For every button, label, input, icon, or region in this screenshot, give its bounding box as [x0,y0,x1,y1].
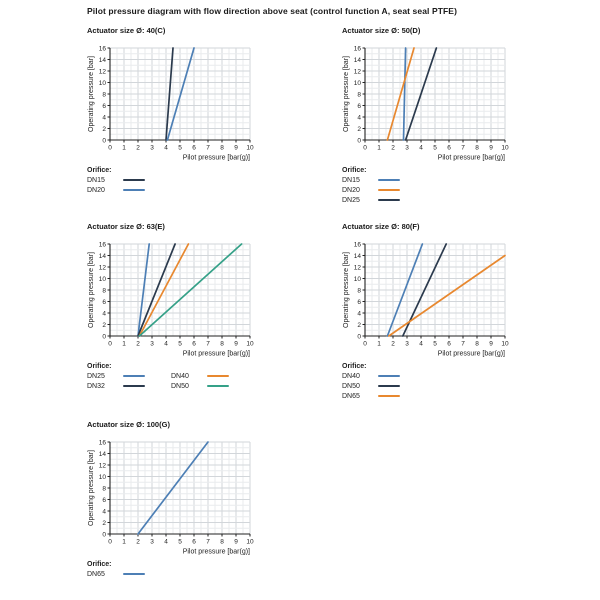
tick-labels [99,45,254,151]
legend [87,167,310,195]
svg-text:5: 5 [178,340,182,348]
legend-label: DN20 [87,186,105,194]
svg-text:2: 2 [357,125,361,133]
svg-text:2: 2 [136,538,140,546]
svg-text:7: 7 [206,144,210,152]
svg-text:8: 8 [220,144,224,152]
grid [365,48,505,140]
legend-title: Orifice: [87,561,112,568]
grid [365,244,505,336]
svg-text:14: 14 [353,56,361,64]
svg-text:9: 9 [489,340,493,348]
legend-item-DN15 [87,175,145,185]
chart-subtitle: Actuator size Ø: 40(C) [87,26,166,35]
legend-label: DN20 [342,186,360,194]
svg-text:12: 12 [353,68,361,76]
legend-item-DN50 [342,381,400,391]
svg-text:8: 8 [102,485,106,493]
series-line-DN15 [404,48,406,140]
legend-swatch [123,189,145,191]
svg-text:5: 5 [178,538,182,546]
svg-text:16: 16 [98,45,106,53]
svg-text:10: 10 [98,275,106,283]
legend-item-DN25 [342,195,400,205]
page-title: Pilot pressure diagram with flow direction above seat (control function A, seat seal PTFE) [87,6,458,16]
svg-text:3: 3 [150,340,154,348]
svg-text:4: 4 [357,310,361,318]
svg-text:10: 10 [246,144,254,152]
plot-area [340,234,565,358]
legend-item-DN20 [342,185,400,195]
legend-items [87,175,310,195]
chart-actuator-100g [85,420,310,579]
legend-label: DN40 [171,372,189,380]
svg-text:0: 0 [108,538,112,546]
svg-text:9: 9 [234,538,238,546]
svg-text:4: 4 [102,114,106,122]
svg-text:3: 3 [150,144,154,152]
svg-text:2: 2 [357,321,361,329]
chart-subtitle: Actuator size Ø: 100(G) [87,420,170,429]
svg-text:10: 10 [501,340,509,348]
legend-item-DN40 [342,371,400,381]
legend-title: Orifice: [342,167,367,174]
svg-text:6: 6 [192,538,196,546]
plot-svg [340,234,532,358]
svg-text:16: 16 [98,241,106,249]
svg-text:0: 0 [102,531,106,539]
svg-text:1: 1 [122,144,126,152]
svg-text:10: 10 [98,79,106,87]
svg-text:0: 0 [357,333,361,341]
svg-text:4: 4 [164,144,168,152]
svg-text:6: 6 [102,102,106,110]
svg-text:14: 14 [98,252,106,260]
svg-text:10: 10 [98,473,106,481]
svg-text:8: 8 [357,91,361,99]
svg-text:9: 9 [234,340,238,348]
svg-text:1: 1 [122,538,126,546]
legend-label: DN25 [342,196,360,204]
legend-swatch [378,199,400,201]
grid [110,244,250,336]
svg-text:2: 2 [102,519,106,527]
svg-text:6: 6 [192,144,196,152]
svg-text:2: 2 [136,144,140,152]
svg-text:0: 0 [102,333,106,341]
svg-text:8: 8 [220,340,224,348]
legend-label: DN65 [87,570,105,578]
svg-text:4: 4 [419,144,423,152]
svg-text:2: 2 [136,340,140,348]
svg-text:6: 6 [447,144,451,152]
svg-text:4: 4 [357,114,361,122]
svg-text:7: 7 [206,538,210,546]
svg-text:8: 8 [475,144,479,152]
legend-label: DN32 [87,382,105,390]
svg-text:10: 10 [501,144,509,152]
svg-text:0: 0 [108,144,112,152]
svg-text:6: 6 [102,298,106,306]
svg-text:12: 12 [98,264,106,272]
legend-item-DN15 [342,175,400,185]
legend-swatch [207,375,229,377]
svg-text:12: 12 [98,68,106,76]
plot-svg [340,38,532,162]
svg-text:5: 5 [178,144,182,152]
svg-text:0: 0 [363,340,367,348]
y-axis-title: Operating pressure [bar] [88,450,95,526]
legend-item-DN50 [171,381,229,391]
legend-column [171,371,229,391]
legend-item-DN32 [87,381,145,391]
chart-subtitle: Actuator size Ø: 50(D) [342,26,421,35]
svg-text:5: 5 [433,340,437,348]
svg-text:7: 7 [461,144,465,152]
legend [87,363,310,391]
chart-actuator-80f [340,222,565,401]
y-axis-title: Operating pressure [bar] [88,252,95,328]
svg-text:2: 2 [102,321,106,329]
svg-text:6: 6 [447,340,451,348]
legend-item-DN25 [87,371,145,381]
svg-text:10: 10 [353,79,361,87]
legend-column [342,371,400,401]
svg-text:0: 0 [102,137,106,145]
svg-text:16: 16 [353,241,361,249]
legend-swatch [207,385,229,387]
svg-text:8: 8 [357,287,361,295]
svg-text:3: 3 [150,538,154,546]
svg-text:6: 6 [192,340,196,348]
legend-item-DN20 [87,185,145,195]
svg-text:0: 0 [108,340,112,348]
svg-text:1: 1 [377,144,381,152]
chart-actuator-63e [85,222,310,391]
tick-labels [99,439,254,545]
legend-swatch [123,573,145,575]
chart-actuator-50d [340,26,565,205]
legend-swatch [378,395,400,397]
svg-text:8: 8 [102,91,106,99]
legend-item-DN65 [87,569,145,579]
plot-area [85,432,310,556]
svg-text:8: 8 [220,538,224,546]
svg-text:2: 2 [391,144,395,152]
y-axis-title: Operating pressure [bar] [343,56,350,132]
x-axis-title: Pilot pressure [bar(g)] [437,154,505,162]
svg-text:14: 14 [353,252,361,260]
legend-item-DN65 [342,391,400,401]
grid [110,442,250,534]
svg-text:10: 10 [246,538,254,546]
legend-items [342,175,565,205]
legend-swatch [378,375,400,377]
svg-text:10: 10 [246,340,254,348]
svg-text:10: 10 [353,275,361,283]
svg-text:8: 8 [475,340,479,348]
legend-swatch [378,385,400,387]
legend-items [342,371,565,401]
x-axis-title: Pilot pressure [bar(g)] [182,350,250,358]
svg-text:9: 9 [489,144,493,152]
svg-text:3: 3 [405,340,409,348]
svg-text:4: 4 [419,340,423,348]
svg-text:6: 6 [102,496,106,504]
x-axis-title: Pilot pressure [bar(g)] [437,350,505,358]
svg-text:1: 1 [377,340,381,348]
chart-subtitle: Actuator size Ø: 63(E) [87,222,165,231]
svg-text:8: 8 [102,287,106,295]
legend-swatch [123,375,145,377]
svg-text:7: 7 [206,340,210,348]
svg-text:5: 5 [433,144,437,152]
svg-text:2: 2 [391,340,395,348]
legend-items [87,569,310,579]
plot-area [340,38,565,162]
svg-text:16: 16 [353,45,361,53]
legend-label: DN50 [171,382,189,390]
svg-text:0: 0 [363,144,367,152]
legend-title: Orifice: [87,167,112,174]
svg-text:0: 0 [357,137,361,145]
svg-text:4: 4 [164,340,168,348]
legend [342,363,565,401]
legend-item-DN40 [171,371,229,381]
legend-label: DN15 [342,176,360,184]
svg-text:12: 12 [98,462,106,470]
legend-column [87,371,145,391]
svg-text:4: 4 [102,310,106,318]
legend-label: DN40 [342,372,360,380]
legend-swatch [378,189,400,191]
legend-swatch [123,179,145,181]
legend-swatch [378,179,400,181]
plot-area [85,38,310,162]
legend-title: Orifice: [87,363,112,370]
y-axis-title: Operating pressure [bar] [343,252,350,328]
legend-column [87,569,145,579]
svg-text:4: 4 [164,538,168,546]
svg-text:3: 3 [405,144,409,152]
legend-items [87,371,310,391]
tick-labels [99,241,254,347]
chart-subtitle: Actuator size Ø: 80(F) [342,222,420,231]
legend-column [87,175,145,195]
svg-text:6: 6 [357,102,361,110]
x-axis-title: Pilot pressure [bar(g)] [182,154,250,162]
svg-text:16: 16 [98,439,106,447]
legend [342,167,565,205]
svg-text:4: 4 [102,508,106,516]
svg-text:6: 6 [357,298,361,306]
x-axis-title: Pilot pressure [bar(g)] [182,548,250,556]
plot-area [85,234,310,358]
plot-svg [85,432,277,556]
legend-label: DN25 [87,372,105,380]
y-axis-title: Operating pressure [bar] [88,56,95,132]
legend-label: DN65 [342,392,360,400]
svg-text:9: 9 [234,144,238,152]
svg-text:12: 12 [353,264,361,272]
chart-actuator-40c [85,26,310,195]
legend-title: Orifice: [342,363,367,370]
svg-text:14: 14 [98,450,106,458]
svg-text:14: 14 [98,56,106,64]
legend-label: DN15 [87,176,105,184]
legend-label: DN50 [342,382,360,390]
tick-labels [354,241,509,347]
svg-text:1: 1 [122,340,126,348]
legend [87,561,310,579]
plot-svg [85,234,277,358]
svg-text:2: 2 [102,125,106,133]
legend-column [342,175,400,205]
legend-swatch [123,385,145,387]
svg-text:7: 7 [461,340,465,348]
plot-svg [85,38,277,162]
